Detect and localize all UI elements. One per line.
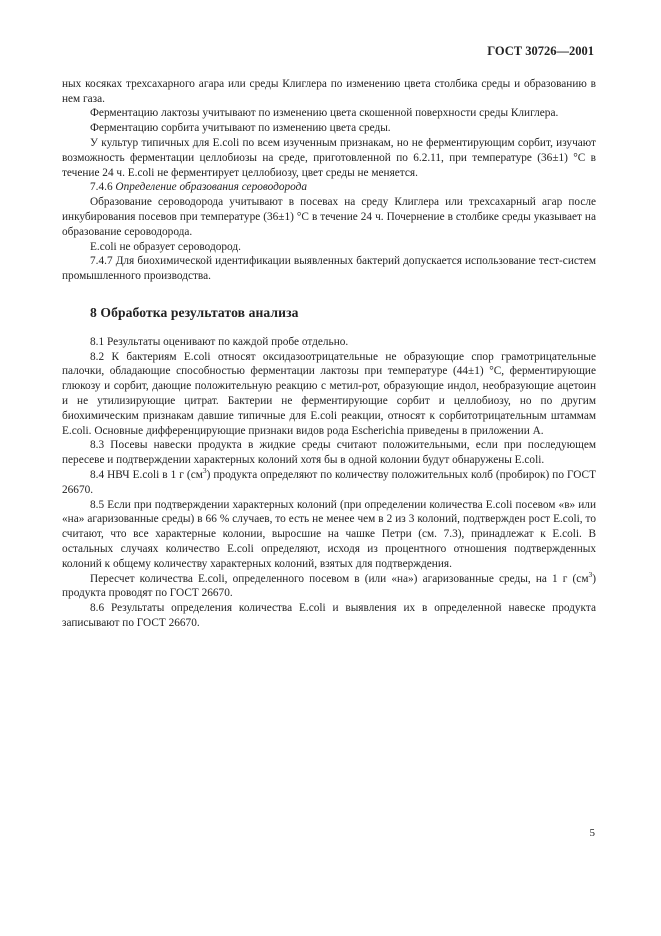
paragraph: У культур типичных для E.coli по всем изученным признакам, но не ферментирующим сорбит, изучают возможность ферментации целлобиозы на среде, приготовленной по 6.2.11, при температуре (36±1) °С в течение 24 ч. E.coli не ферментирует целлобиозу, цвет среды не меняется. (62, 136, 596, 179)
subsection-7-4-6-body (62, 195, 596, 284)
paragraph-8-6: 8.6 Результаты определения количества E.coli и выявления их в определенной навеске продукта записывают по ГОСТ 26670. (62, 602, 596, 629)
document-header: ГОСТ 30726—2001 (487, 44, 594, 58)
subsection-number: 7.4.6 (90, 181, 113, 194)
paragraph: ных косяках трехсахарного агара или среды Клиглера по изменению цвета столбика среды и образованию в нем газа. (62, 77, 596, 105)
paragraph-8-4: 8.4 НВЧ E.coli в 1 г $(см^3)$ продукта определяют по количеству положительных колб (пробирок) по ГОСТ 26670. (62, 466, 596, 496)
paragraph: Образование сероводорода учитывают в посевах на среду Клиглера или трехсахарный агар после инкубирования посевов при температуре (36±1) °С в течение 24 ч. Почернение в столбике среды указывает на образование сероводорода. (62, 196, 596, 238)
paragraph: 7.4.7 Для биохимической идентификации выявленных бактерий допускается использование тест-систем промышленного производства. (62, 255, 596, 283)
paragraph: Ферментацию лактозы учитывают по изменению цвета скошенной поверхности среды Клиглера. (90, 107, 559, 120)
paragraph-8-2: 8.2 К бактериям E.coli относят оксидазоотрицательные не образующие спор грамотрицательные палочки, обладающие способностью ферментации лактозы при температуре (44±1) °С, ферментирующие глюкозу и сорбит, дающие положительную реакцию с метил-рот, образующие индол, необразующие ацетоин и не утилизирующие цитрат. Бактерии не ферментирующие сорбит и целлобиозу, но по другим биохимическим признакам давшие типичные для E.coli реакции, относят к сорбитотрицательным штаммам E.coli. Основные дифференцирующие признаки видов рода Escherichia приведены в приложении А. (62, 350, 596, 437)
paragraph: Ферментацию сорбита учитывают по изменению цвета среды. (90, 122, 391, 135)
paragraph-8-3: 8.3 Посевы навески продукта в жидкие среды считают положительными, если при последующем пересеве и подтверждении характерных колоний хотя бы в одной колонии будут обнаружены E.coli. (62, 439, 596, 467)
subsection-heading-7-4-6 (62, 180, 596, 195)
paragraph-8-5: 8.5 Если при подтверждении характерных колоний (при определении количества E.coli посевом «в» или «на» агаризованные среды) в 66 % случаев, то есть не менее чем в 2 из 3 колоний, подтвержден рост E.coli, то считают, что все характерные колонии, выросшие на чашке Петри (см. 7.3), принадлежат к E.coli. В остальных случаях количество E.coli определяют, исходя из процентного отношения подтвержденных колоний к общему количеству характерных колоний, взятых для подтверждения. (62, 498, 596, 570)
section-8-body (62, 335, 596, 631)
paragraph-8-1: 8.1 Результаты оценивают по каждой пробе отдельно. (90, 335, 349, 348)
subsection-title: Определение образования сероводорода (115, 181, 307, 194)
paragraph: E.coli не образует сероводород. (90, 240, 241, 253)
paragraph-recalculation: Пересчет количества E.coli, определенного посевом в (или «на») агаризованные среды, на 1 г $(см^3)$ продукта проводят по ГОСТ 26670. (62, 569, 596, 600)
section-heading-8: 8 Обработка результатов анализа (90, 304, 299, 320)
top-paragraphs (62, 77, 596, 181)
page-number: 5 (589, 827, 595, 839)
